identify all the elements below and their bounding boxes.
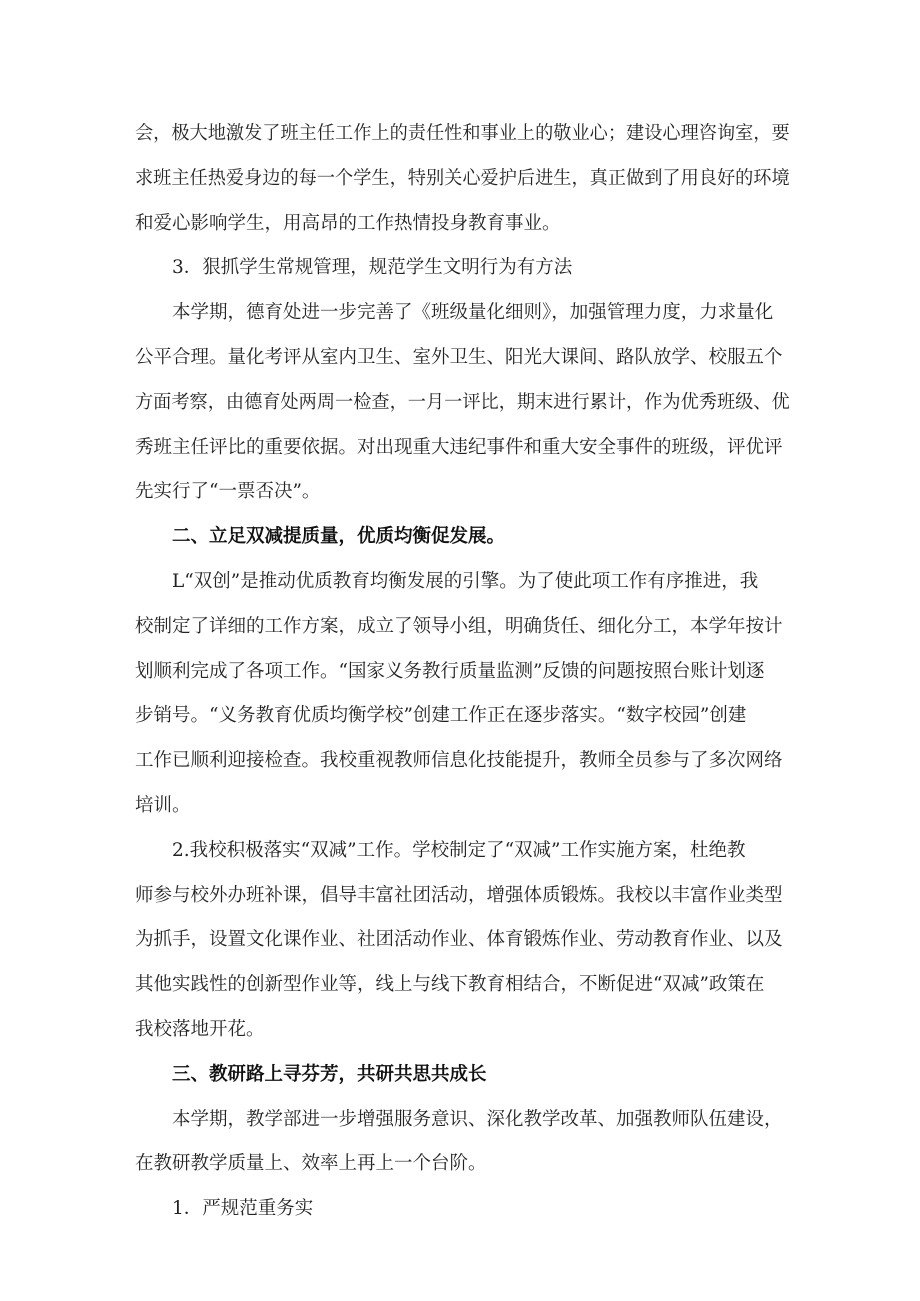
text-line: 本学期，教学部进一步增强服务意识、深化教学改革、加强教师队伍建设， — [172, 1108, 783, 1130]
paragraph — [135, 829, 790, 1053]
text-line: 方面考察，由德育处两周一检查，一月一评比，期末进行累计，作为优秀班级、优 — [135, 391, 790, 413]
paragraph — [135, 112, 790, 246]
text-line: 划顺利完成了各项工作。“国家义务教行质量监测”反馈的问题按照台账计划逐 — [135, 660, 765, 682]
subheading-1 — [135, 1187, 790, 1232]
text-line: 其他实践性的创新型作业等，线上与线下教育相结合，不断促进“双减”政策在 — [135, 974, 765, 996]
text-line: 我校落地开花。 — [135, 1018, 265, 1040]
text-line: 3．狠抓学生常规管理，规范学生文明行为有方法 — [172, 257, 573, 279]
text-line: 在教研教学质量上、效率上再上一个台阶。 — [135, 1153, 487, 1175]
text-line: 校制定了详细的工作方案，成立了领导小组，明确货任、细化分工，本学年按计 — [135, 615, 783, 637]
subheading-3 — [135, 246, 790, 291]
text-line: 工作已顺利迎接检查。我校重视教师信息化技能提升，教师全员参与了多次网络 — [135, 750, 783, 772]
heading-text: 三、教研路上寻芬芳，共研共思共成长 — [172, 1063, 487, 1085]
text-line: 师参与校外办班补课，倡导丰富社团活动，增强体质锻炼。我校以丰富作业类型 — [135, 884, 783, 906]
text-line: 公平合理。量化考评从室内卫生、室外卫生、阳光大课间、路队放学、校服五个 — [135, 346, 783, 368]
section-heading-3 — [135, 1053, 790, 1098]
paragraph — [135, 560, 790, 829]
text-line: L“双创”是推动优质教育均衡发展的引擎。为了使此项工作有序推进，我 — [172, 570, 759, 592]
text-line: 和爱心影响学生，用高昂的工作热情投身教育事业。 — [135, 212, 561, 234]
text-line: 本学期，德育处进一步完善了《班级量化细则》，加强管理力度，力求量化 — [172, 302, 774, 324]
text-line: 为抓手，设置文化课作业、社团活动作业、体育锻炼作业、劳动教育作业、以及 — [135, 929, 783, 951]
heading-text: 二、立足双减提质量，优质均衡促发展。 — [172, 526, 506, 548]
text-line: 先实行了“一票否决”。 — [135, 481, 321, 503]
text-line: 1．严规范重务实 — [172, 1198, 314, 1220]
paragraph — [135, 1098, 790, 1188]
text-line: 求班主任热爱身边的每一个学生，特别关心爱护后进生，真正做到了用良好的环境 — [135, 167, 790, 189]
paragraph — [135, 291, 790, 515]
text-line: 会，极大地激发了班主任工作上的责任性和事业上的敬业心；建设心理咨询室，要 — [135, 123, 790, 144]
section-heading-2 — [135, 515, 790, 560]
document-body — [135, 112, 790, 1232]
text-line: 培训。 — [135, 794, 191, 816]
text-line: 步销号。“义务教育优质均衡学校”创建工作正在逐步落实。“数字校园”创建 — [135, 705, 747, 727]
text-line: 秀班主任评比的重要依据。对出现重大违纪事件和重大安全事件的班级，评优评 — [135, 436, 783, 458]
text-line: 2.我校积极落实“双减”工作。学校制定了“双减”工作实施方案，杜绝教 — [172, 839, 746, 861]
